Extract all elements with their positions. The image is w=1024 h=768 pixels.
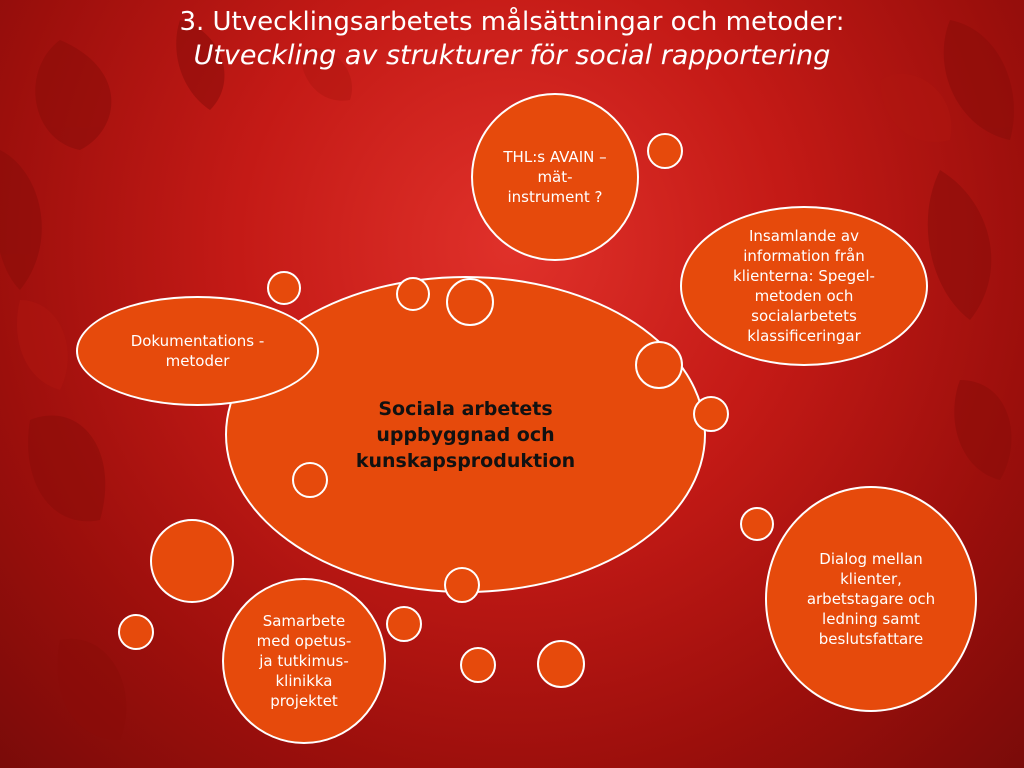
- small-circle: [396, 277, 430, 311]
- leaf-icon: [28, 416, 105, 522]
- slide-title: [0, 6, 1024, 72]
- leaf-icon: [0, 150, 42, 290]
- leaf-icon: [880, 74, 951, 142]
- leaf-icon: [928, 170, 992, 320]
- small-circle: [267, 271, 301, 305]
- small-circle: [292, 462, 328, 498]
- node-samarbete: [222, 578, 386, 744]
- node-thl-avain-label: THL:s AVAIN – mät-instrument ?: [503, 148, 607, 206]
- node-samarbete-label: Samarbete med opetus- ja tutkimus-klinikka projektet: [256, 612, 352, 710]
- node-insamlande-label: Insamlande av information från klienterna: Spegel-metoden och socialarbetets klassificeringar: [733, 227, 875, 345]
- node-thl-avain: [471, 93, 639, 261]
- small-circle: [118, 614, 154, 650]
- title-line-1: 3. Utvecklingsarbetets målsättningar och metoder:: [179, 7, 845, 37]
- node-dialog: [765, 486, 977, 712]
- node-insamlande: [680, 206, 928, 366]
- node-dokumentation: [76, 296, 319, 406]
- node-dokumentation-label: Dokumentations -metoder: [130, 332, 265, 370]
- small-circle: [150, 519, 234, 603]
- small-circle: [460, 647, 496, 683]
- small-circle: [740, 507, 774, 541]
- small-circle: [647, 133, 683, 169]
- small-circle: [537, 640, 585, 688]
- small-circle: [386, 606, 422, 642]
- leaf-icon: [954, 380, 1011, 480]
- node-dialog-label: Dialog mellan klienter, arbetstagare och ledning samt beslutsfattare: [806, 550, 936, 648]
- small-circle: [446, 278, 494, 326]
- small-circle: [444, 567, 480, 603]
- leaf-icon: [17, 300, 68, 390]
- small-circle: [693, 396, 729, 432]
- central-node-label: Sociala arbetets uppbyggnad och kunskapsproduktion: [355, 397, 576, 472]
- title-line-2-subtitle: Utveckling av strukturer för social rapportering: [193, 40, 831, 71]
- leaf-icon: [58, 639, 127, 740]
- small-circle: [635, 341, 683, 389]
